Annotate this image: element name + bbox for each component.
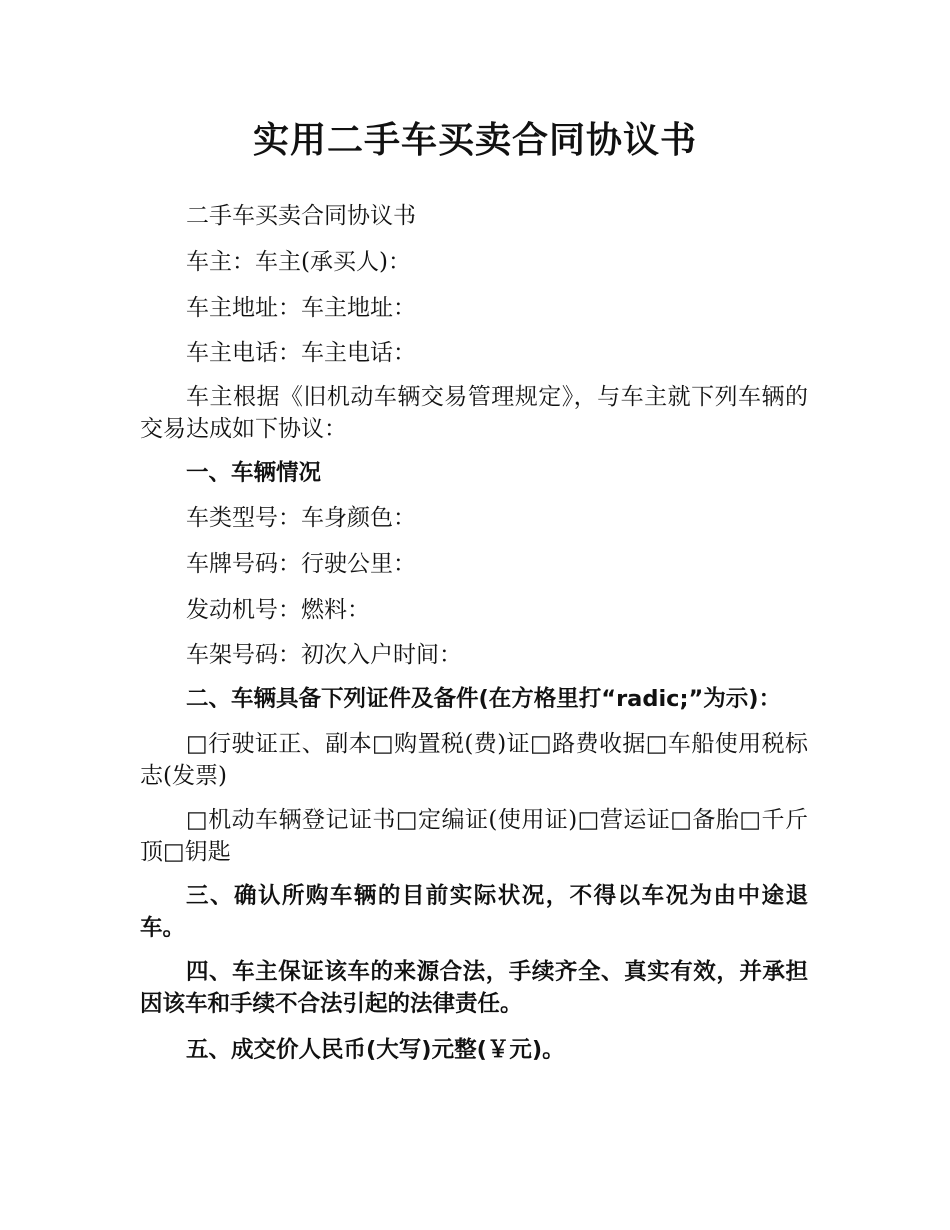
owner-address-field: 车主地址：车主地址：: [186, 295, 416, 321]
engine-number-field: 发动机号：燃料：: [186, 597, 370, 623]
intro-paragraph: 车主根据《旧机动车辆交易管理规定》，与车主就下列车辆的交易达成如下协议：: [140, 384, 808, 442]
document-title: 实用二手车买卖合同协议书: [252, 120, 697, 161]
plate-number-field: 车牌号码：行驶公里：: [186, 551, 416, 577]
documents-checklist-2: □机动车辆登记证书□定编证(使用证)□营运证□备胎□千斤顶□钥匙: [140, 807, 808, 865]
owner-phone-field: 车主电话：车主电话：: [186, 340, 416, 366]
owner-field: 车主：车主(承买人)：: [186, 249, 411, 275]
documents-checklist-1: □行驶证正、副本□购置税(费)证□路费收据□车船使用税标志(发票): [140, 731, 808, 789]
subtitle-paragraph: 二手车买卖合同协议书: [186, 203, 416, 229]
section-3-paragraph: 三、确认所购车辆的目前实际状况，不得以车况为由中途退车。: [140, 883, 808, 941]
section-4-paragraph: 四、车主保证该车的来源合法，手续齐全、真实有效，并承担因该车和手续不合法引起的法律责任。: [140, 959, 808, 1017]
section-1-heading: 一、车辆情况: [186, 460, 322, 486]
section-2-heading: 二、车辆具备下列证件及备件(在方格里打“radic;”为示)：: [186, 686, 782, 712]
frame-number-field: 车架号码：初次入户时间：: [186, 642, 462, 668]
section-5-paragraph: 五、成交价人民币(大写)元整(￥元)。: [186, 1037, 565, 1063]
vehicle-model-field: 车类型号：车身颜色：: [186, 505, 416, 531]
document-body: [140, 200, 808, 1066]
